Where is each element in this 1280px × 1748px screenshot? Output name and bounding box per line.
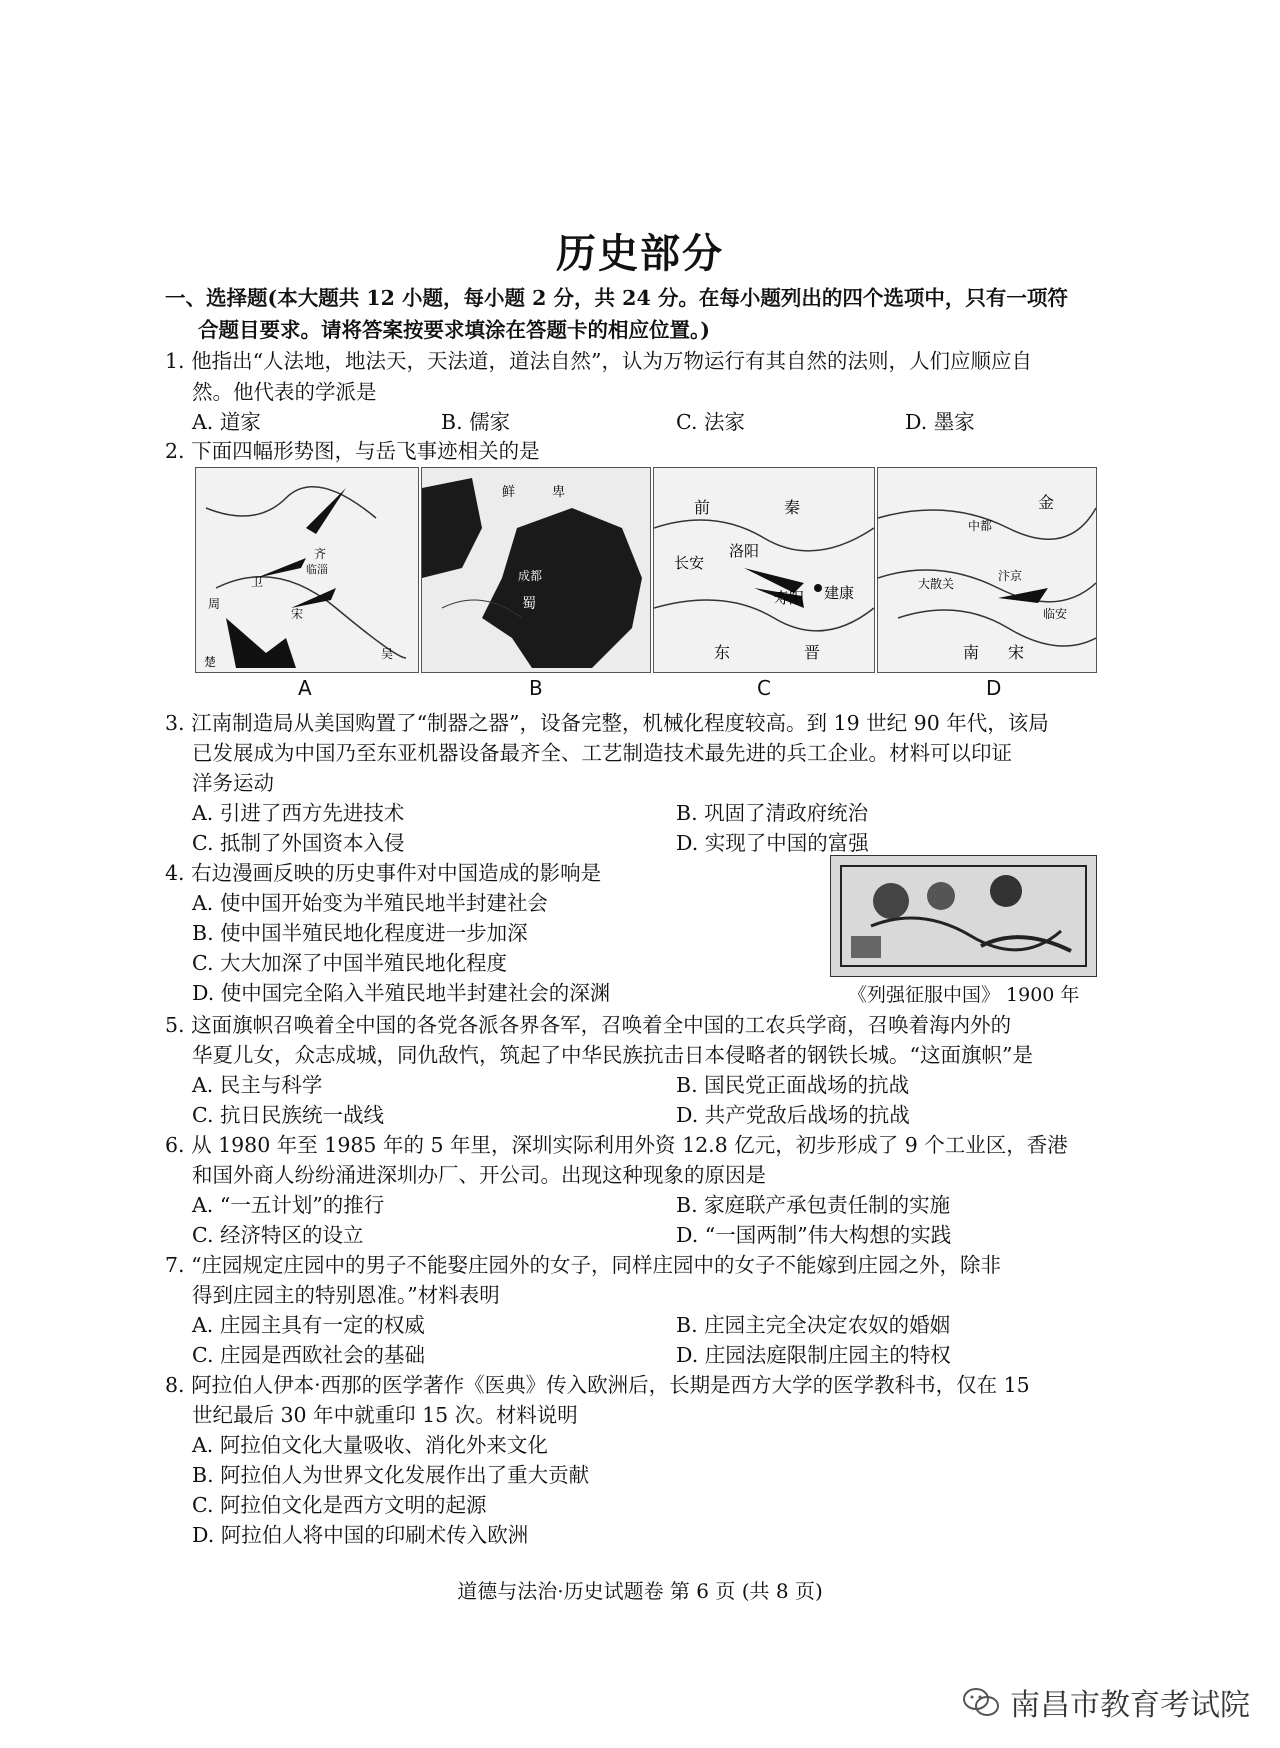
q3-stem-line3: 洋务运动 (192, 771, 274, 795)
map-b-label-bei: 卑 (552, 485, 566, 500)
map-c-label-changan: 长安 (674, 554, 705, 572)
q8-option-b[interactable]: B. 阿拉伯人为世界文化发展作出了重大贡献 (192, 1463, 590, 1487)
q7-option-a[interactable]: A. 庄园主具有一定的权威 (192, 1313, 425, 1337)
q3-stem-line2: 已发展成为中国乃至东亚机器设备最齐全、工艺制造技术最先进的兵工企业。材料可以印证 (192, 741, 1012, 765)
q6-option-c[interactable]: C. 经济特区的设立 (192, 1223, 364, 1247)
q3-option-b[interactable]: B. 巩固了清政府统治 (676, 801, 869, 825)
q5-option-c[interactable]: C. 抗日民族统一战线 (192, 1103, 384, 1127)
q6-stem-line1: 6. 从 1980 年至 1985 年的 5 年里，深圳实际利用外资 12.8 亿元，初步形成了 9 个工业区，香港 (165, 1133, 1068, 1157)
map-a-drawing (196, 468, 418, 672)
section-header-line1: 一、选择题(本大题共 12 小题，每小题 2 分，共 24 分。在每小题列出的四个选项中，只有一项符 (165, 286, 1068, 310)
section-header-line2: 合题目要求。请将答案按要求填涂在答题卡的相应位置。) (198, 318, 710, 342)
q5-stem-line2: 华夏儿女，众志成城，同仇敌忾，筑起了中华民族抗击日本侵略者的钢铁长城。“这面旗帜”是 (192, 1043, 1033, 1067)
map-b-drawing (422, 468, 650, 672)
watermark-text: 南昌市教育考试院 (1010, 1688, 1250, 1723)
q4-stem: 4. 右边漫画反映的历史事件对中国造成的影响是 (165, 861, 602, 885)
q4-option-c[interactable]: C. 大大加深了中国半殖民地化程度 (192, 951, 507, 975)
map-c-label-jiankang: 建康 (824, 584, 855, 602)
q8-option-a[interactable]: A. 阿拉伯文化大量吸收、消化外来文化 (192, 1433, 548, 1457)
q7-option-c[interactable]: C. 庄园是西欧社会的基础 (192, 1343, 425, 1367)
map-c-label-luoyang: 洛阳 (729, 542, 760, 560)
q8-stem-line1: 8. 阿拉伯人伊本·西那的医学著作《医典》传入欧洲后，长期是西方大学的医学教科书，仅在 15 (165, 1373, 1030, 1397)
map-c (653, 467, 875, 673)
q6-option-a[interactable]: A. “一五计划”的推行 (192, 1193, 385, 1217)
map-a-label-zhou: 周 (208, 597, 221, 611)
map-d-label-bianjing: 汴京 (998, 569, 1023, 583)
map-d-label-song: 宋 (1008, 643, 1025, 662)
q5-option-b[interactable]: B. 国民党正面战场的抗战 (676, 1073, 910, 1097)
q7-option-b[interactable]: B. 庄园主完全决定农奴的婚姻 (676, 1313, 951, 1337)
q7-stem-line2: 得到庄园主的特别恩准。”材料表明 (192, 1283, 500, 1307)
map-a-label-linzi: 临淄 (306, 563, 328, 576)
q3-option-d[interactable]: D. 实现了中国的富强 (676, 831, 869, 855)
map-c-caption[interactable]: C (757, 676, 771, 700)
map-a-label-wei: 卫 (251, 575, 264, 589)
q5-option-a[interactable]: A. 民主与科学 (192, 1073, 323, 1097)
map-c-label-jin: 晋 (804, 643, 821, 662)
map-d-label-zhongdu: 中都 (968, 519, 993, 533)
q1-option-c[interactable]: C. 法家 (676, 410, 745, 434)
q1-option-b[interactable]: B. 儒家 (441, 410, 511, 434)
map-d-label-jin: 金 (1038, 493, 1055, 512)
cartoon-image (830, 855, 1097, 977)
wechat-icon (962, 1687, 1000, 1717)
map-d-drawing (878, 468, 1096, 672)
q1-option-d[interactable]: D. 墨家 (905, 410, 975, 434)
map-c-drawing (654, 468, 874, 672)
map-a (195, 467, 419, 673)
q5-stem-line1: 5. 这面旗帜召唤着全中国的各党各派各界各军，召唤着全中国的工农兵学商，召唤着海内外的 (165, 1013, 1012, 1037)
map-b-label-shu: 蜀 (522, 596, 536, 612)
q1-stem-line1: 1. 他指出“人法地，地法天，天法道，道法自然”，认为万物运行有其自然的法则，人们应顺应自 (165, 349, 1033, 373)
map-a-label-wu: 吴 (381, 647, 394, 661)
map-b-caption[interactable]: B (529, 676, 543, 700)
map-d-label-nan: 南 (963, 643, 980, 662)
map-d (877, 467, 1097, 673)
q7-stem-line1: 7. “庄园规定庄园中的男子不能娶庄园外的女子，同样庄园中的女子不能嫁到庄园之外，除非 (165, 1253, 1002, 1277)
q8-option-d[interactable]: D. 阿拉伯人将中国的印刷术传入欧洲 (192, 1523, 529, 1547)
map-b-label-xian: 鲜 (502, 485, 516, 500)
q8-option-c[interactable]: C. 阿拉伯文化是西方文明的起源 (192, 1493, 487, 1517)
q3-option-c[interactable]: C. 抵制了外国资本入侵 (192, 831, 405, 855)
q6-stem-line2: 和国外商人纷纷涌进深圳办厂、开公司。出现这种现象的原因是 (192, 1163, 766, 1187)
q7-option-d[interactable]: D. 庄园法庭限制庄园主的特权 (676, 1343, 951, 1367)
map-a-caption[interactable]: A (298, 676, 312, 700)
q4-option-a[interactable]: A. 使中国开始变为半殖民地半封建社会 (192, 891, 548, 915)
map-d-label-dasanguan: 大散关 (918, 577, 955, 591)
q2-stem: 2. 下面四幅形势图，与岳飞事迹相关的是 (165, 439, 540, 463)
map-a-label-qi: 齐 (314, 547, 327, 561)
q6-option-d[interactable]: D. “一国两制”伟大构想的实践 (676, 1223, 952, 1247)
q3-stem-line1: 3. 江南制造局从美国购置了“制器之器”，设备完整，机械化程度较高。到 19 世纪 90 年代，该局 (165, 711, 1049, 735)
q4-option-d[interactable]: D. 使中国完全陷入半殖民地半封建社会的深渊 (192, 981, 611, 1005)
cartoon-caption: 《列强征服中国》 1900 年 (848, 984, 1080, 1006)
map-b-label-chengdu: 成都 (518, 569, 543, 583)
q3-option-a[interactable]: A. 引进了西方先进技术 (192, 801, 405, 825)
map-c-label-shouyang: 寿阳 (774, 589, 805, 607)
q1-option-a[interactable]: A. 道家 (192, 410, 261, 434)
q8-stem-line2: 世纪最后 30 年中就重印 15 次。材料说明 (192, 1403, 578, 1427)
map-d-caption[interactable]: D (986, 676, 1002, 700)
watermark-brand (962, 1680, 1250, 1724)
map-c-label-qian: 前 (694, 498, 711, 517)
q6-option-b[interactable]: B. 家庭联产承包责任制的实施 (676, 1193, 951, 1217)
map-a-label-chu: 楚 (204, 655, 217, 669)
map-c-label-qin: 秦 (784, 498, 801, 517)
q1-stem-line2: 然。他代表的学派是 (192, 380, 377, 404)
cartoon-drawing (831, 856, 1096, 976)
map-c-label-dong: 东 (714, 643, 731, 662)
q5-option-d[interactable]: D. 共产党敌后战场的抗战 (676, 1103, 910, 1127)
map-d-label-linan: 临安 (1043, 607, 1068, 621)
page-footer: 道德与法治·历史试题卷 第 6 页 (共 8 页) (457, 1579, 823, 1603)
map-a-label-song: 宋 (291, 607, 304, 621)
map-b (421, 467, 651, 673)
page-title: 历史部分 (556, 230, 724, 277)
q4-option-b[interactable]: B. 使中国半殖民地化程度进一步加深 (192, 921, 528, 945)
